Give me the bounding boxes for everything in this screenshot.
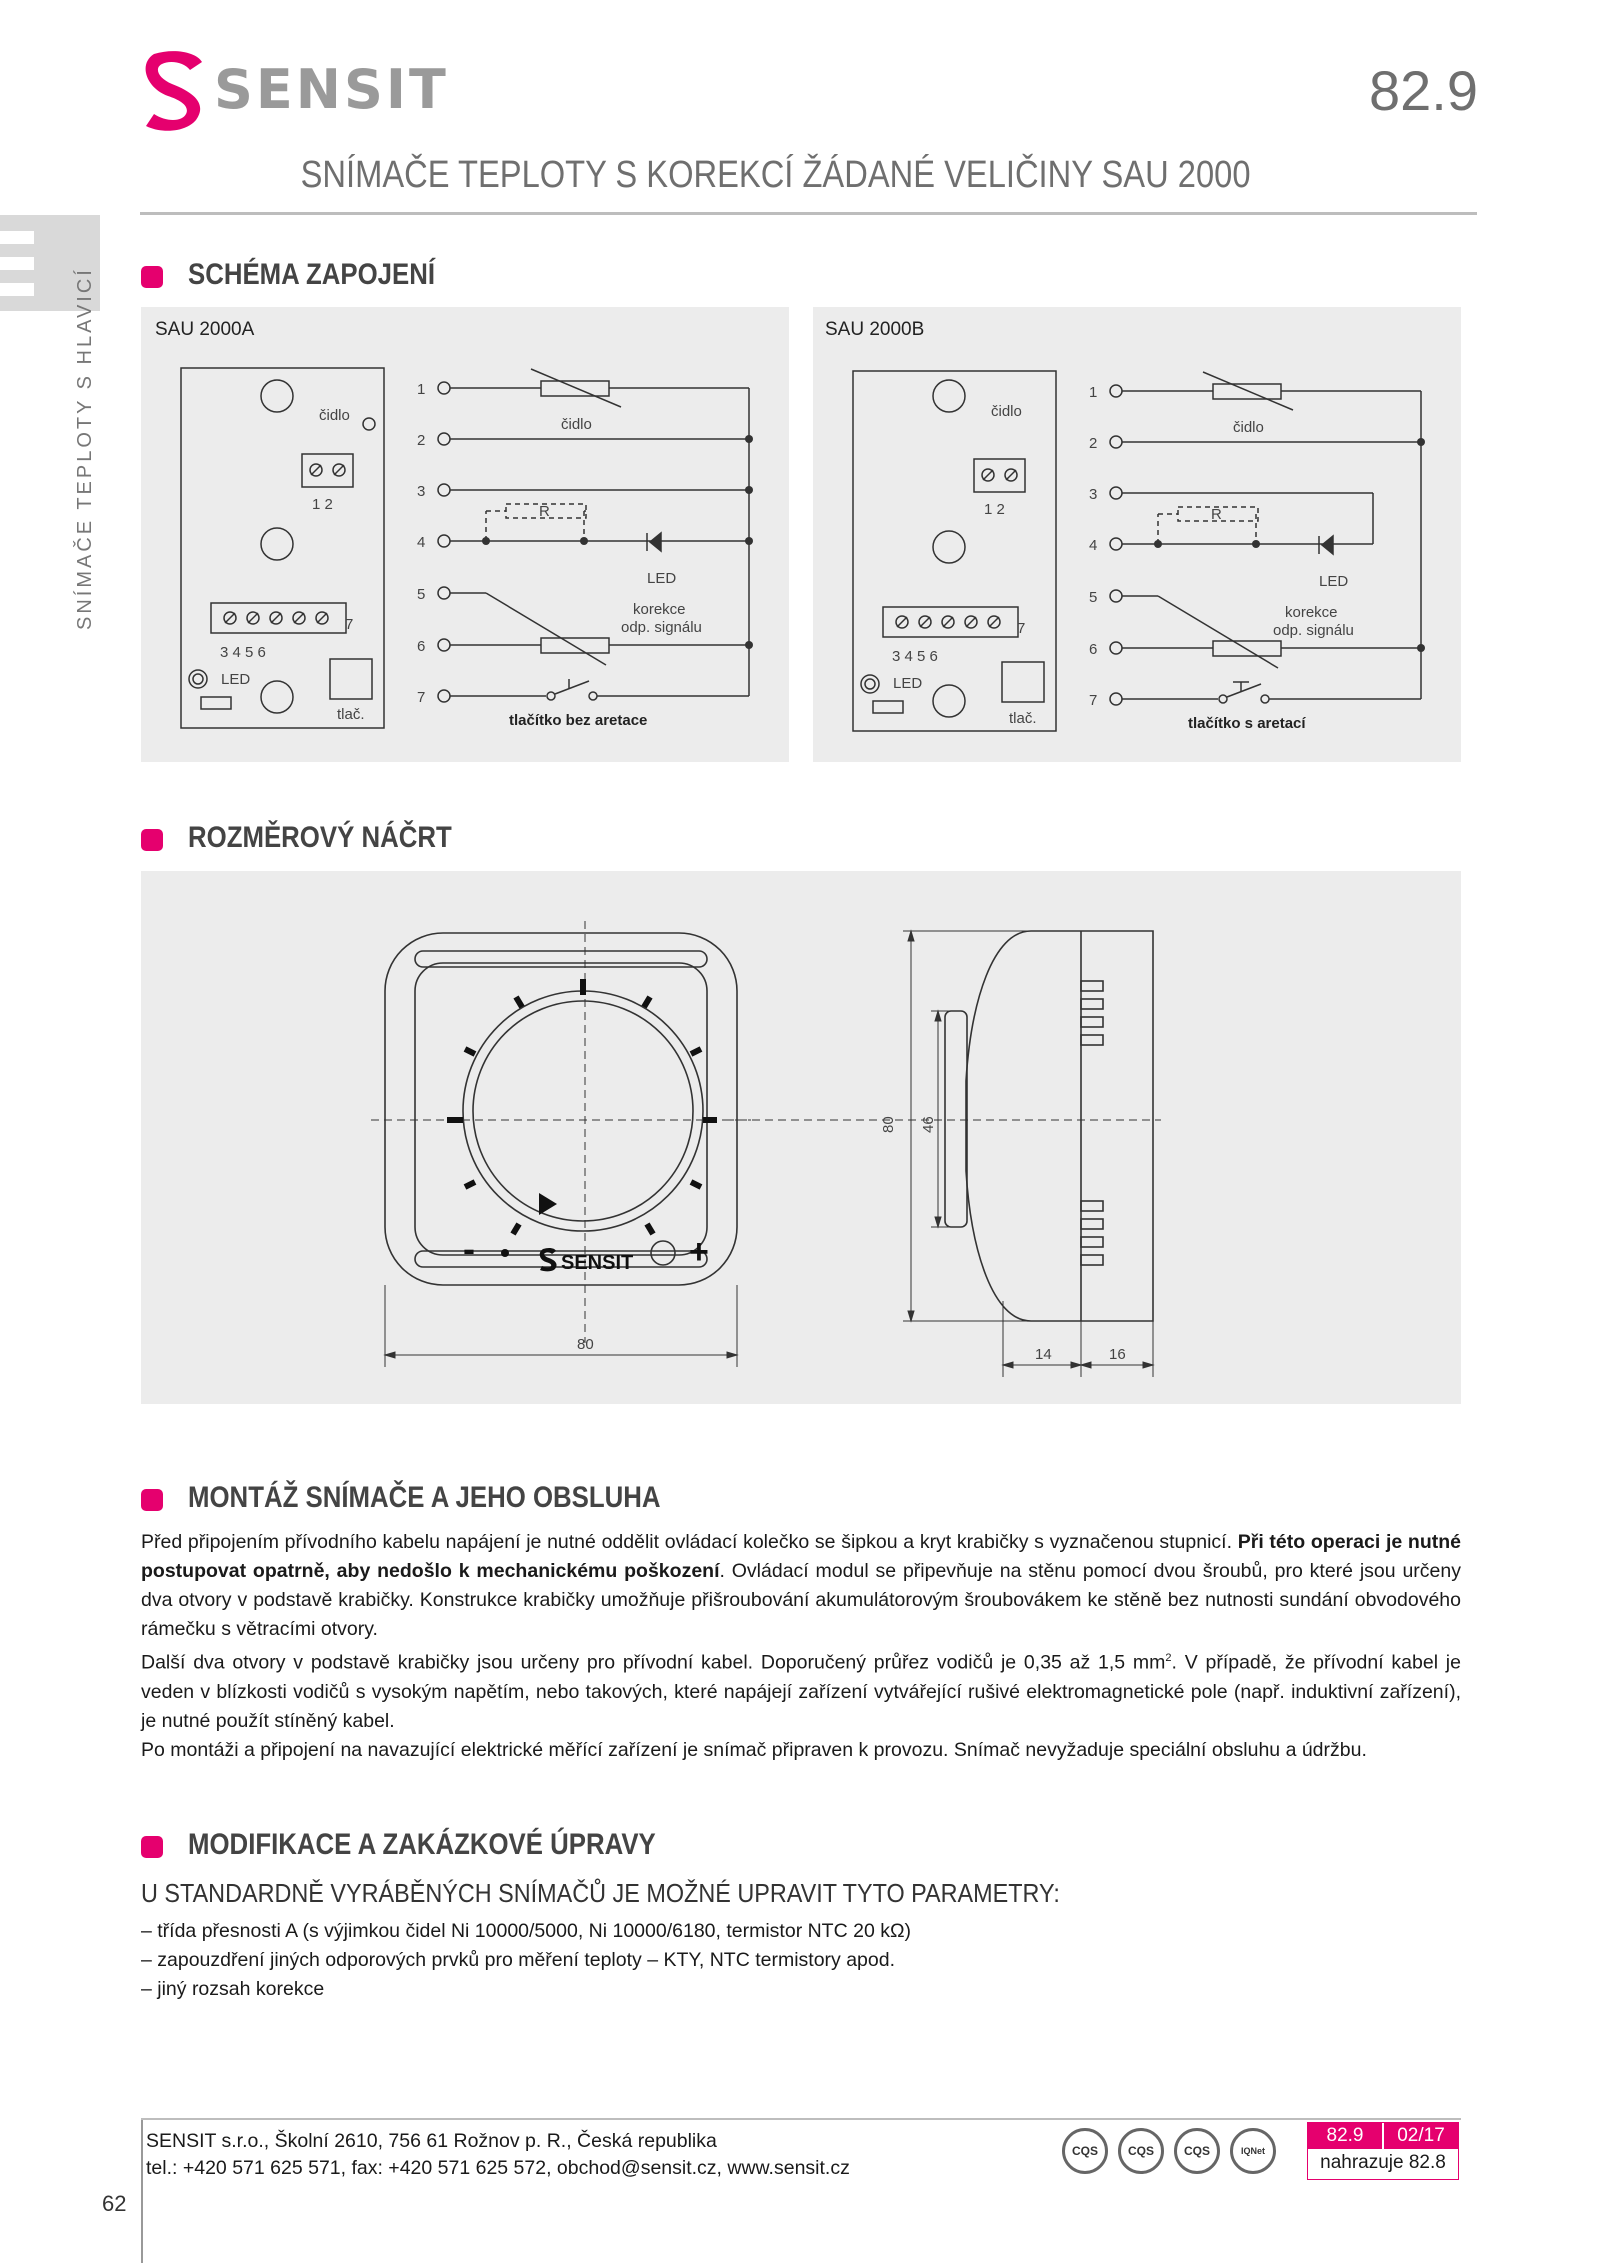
plus-label: + — [689, 1233, 709, 1271]
arrow-pointer-icon — [539, 1193, 557, 1215]
certifications — [1062, 2128, 1276, 2174]
svg-text:7: 7 — [417, 689, 426, 706]
svg-text:2: 2 — [1089, 435, 1098, 452]
correction-label-2: odp. signálu — [1273, 622, 1354, 639]
wiring-panel-a — [141, 307, 789, 762]
board-led-label: LED — [893, 675, 923, 692]
brand-name: SENSIT — [214, 58, 449, 121]
mounting-text — [141, 1528, 1461, 1765]
wiring-panel-b — [813, 307, 1461, 762]
terminal-12-label: 1 2 — [984, 501, 1005, 518]
document-title: SNÍMAČE TEPLOTY S KOREKCÍ ŽÁDANÉ VELIČINY SAU 2000 — [300, 154, 1250, 196]
board-button-label: tlač. — [337, 706, 365, 723]
iqnet-cert-icon: IQNet — [1230, 2128, 1276, 2174]
board-sensor-label: čidlo — [319, 407, 350, 424]
section-heading-wiring: SCHÉMA ZAPOJENÍ — [188, 258, 436, 291]
section-heading-mounting: MONTÁŽ SNÍMAČE A JEHO OBSLUHA — [188, 1481, 661, 1514]
wiring-diagram-b — [813, 307, 1461, 762]
board-button-label: tlač. — [1009, 710, 1037, 727]
svg-text:4: 4 — [417, 534, 426, 551]
mounting-paragraph-3: Po montáži a připojení na navazující elektrické měřící zařízení je snímač připraven k provozu. Snímač nevyžaduje speciální obsluhu a údržbu. — [141, 1738, 1367, 1761]
svg-text:6: 6 — [1089, 641, 1098, 658]
section-bullet — [141, 829, 163, 851]
led-label: LED — [1319, 573, 1349, 590]
list-item: – jiný rozsah korekce — [141, 1978, 325, 2000]
mounting-paragraph-2: Další dva otvory v podstavě krabičky jsou určeny pro přívodní kabel. Doporučený průřez vodičů je 0,35 až 1,5 $mm^2$. V případě, že přívodní kabel je veden v blízkosti vodičů s vysokým napětím, nebo takových, které napájejí zařízení vytvářející rušivé elektromagnetické pole (např. induktivní zařízení), je nutné použít stíněný kabel. — [141, 1651, 1461, 1732]
height-dimension: 80 — [880, 1116, 897, 1133]
side-label: SNÍMAČE TEPLOTY S HLAVICÍ — [74, 267, 96, 630]
dimension-panel — [141, 871, 1461, 1404]
footer-vertical-rule — [141, 2120, 143, 2263]
cqs-cert-icon: CQS — [1062, 2128, 1108, 2174]
svg-text:4: 4 — [1089, 537, 1098, 554]
switch-caption: tlačítko s aretací — [1188, 715, 1306, 732]
svg-text:2: 2 — [417, 432, 426, 449]
wiring-diagram-a — [141, 307, 789, 762]
depth-dimension-1: 14 — [1035, 1346, 1052, 1363]
terminal-3456-label: 3 4 5 6 — [220, 644, 266, 661]
svg-text:7: 7 — [1089, 692, 1098, 709]
svg-text:1: 1 — [1089, 384, 1098, 401]
section-bullet — [141, 1489, 163, 1511]
terminal-7-label: 7 — [1017, 620, 1026, 637]
company-contact: tel.: +420 571 625 571, fax: +420 571 625 572, obchod@sensit.cz, www.sensit.cz — [146, 2157, 850, 2179]
section-heading-dimensions: ROZMĚROVÝ NÁČRT — [188, 821, 452, 854]
header-rule — [140, 212, 1477, 215]
wiring-b-title: SAU 2000B — [825, 319, 925, 340]
svg-text:5: 5 — [417, 586, 426, 603]
front-logo-icon — [540, 1248, 557, 1271]
correction-label-1: korekce — [1285, 604, 1338, 621]
svg-text:1: 1 — [417, 381, 426, 398]
svg-text:5: 5 — [1089, 589, 1098, 606]
footer-address — [146, 2128, 850, 2182]
front-logo-text: SENSIT — [561, 1252, 634, 1274]
svg-text:3: 3 — [1089, 486, 1098, 503]
inner-dimension: 46 — [920, 1116, 937, 1133]
section-bullet — [141, 1836, 163, 1858]
resistor-label: R — [539, 503, 550, 520]
board-led-label: LED — [221, 671, 251, 688]
correction-label-1: korekce — [633, 601, 686, 618]
mounting-paragraph-1: Před připojením přívodního kabelu napájení je nutné oddělit ovládací kolečko se šipkou a kryt krabičky s vyznačenou stupnicí. Při této operaci je nutné postupovat opatrně, aby nedošlo k mechanickému poškození. Ovládací modul se připevňuje na stěnu pomocí dvou šroubů, pro které jsou určeny dva otvory v podstavě krabičky. Konstrukce krabičky umožňuje přišroubování akumulátorovým šroubovákem ke stěně bez nutnosti sundání obvodového rámečku s větracími otvory. — [141, 1531, 1461, 1640]
wire-sensor-label: čidlo — [1233, 419, 1264, 436]
wiring-a-title: SAU 2000A — [155, 319, 255, 340]
modifications-subheading: U STANDARDNĚ VYRÁBĚNÝCH SNÍMAČŮ JE MOŽNÉ UPRAVIT TYTO PARAMETRY: — [141, 1878, 1060, 1908]
list-item: – třída přesnosti A (s výjimkou čidel Ni 10000/5000, Ni 10000/6180, termistor NTC 20 kΩ) — [141, 1920, 912, 1942]
correction-label-2: odp. signálu — [621, 619, 702, 636]
minus-label: - — [463, 1228, 475, 1269]
list-item: – zapouzdření jiných odporových prvků pro měření teploty – KTY, NTC termistory apod. — [141, 1949, 895, 1971]
cqs-cert-icon: CQS — [1118, 2128, 1164, 2174]
dimension-drawing — [141, 871, 1461, 1404]
replaces-label: nahrazuje 82.8 — [1320, 2152, 1446, 2173]
revision-date: 02/17 — [1382, 2123, 1458, 2149]
cqs-cert-icon: CQS — [1174, 2128, 1220, 2174]
width-dimension: 80 — [577, 1336, 594, 1353]
company-address: SENSIT s.r.o., Školní 2610, 756 61 Rožnov p. R., Česká republika — [146, 2130, 717, 2152]
depth-dimension-2: 16 — [1109, 1346, 1126, 1363]
resistor-label: R — [1211, 506, 1222, 523]
led-label: LED — [647, 570, 677, 587]
revision-box — [1307, 2122, 1459, 2180]
wire-sensor-label: čidlo — [561, 416, 592, 433]
section-heading-modifications: MODIFIKACE A ZAKÁZKOVÉ ÚPRAVY — [188, 1828, 656, 1861]
switch-caption: tlačítko bez aretace — [509, 712, 648, 729]
board-sensor-label: čidlo — [991, 403, 1022, 420]
svg-text:6: 6 — [417, 638, 426, 655]
sensit-logo-icon — [140, 48, 212, 134]
svg-text:3: 3 — [417, 483, 426, 500]
section-bullet — [141, 266, 163, 288]
terminal-3456-label: 3 4 5 6 — [892, 648, 938, 665]
terminal-12-label: 1 2 — [312, 496, 333, 513]
terminal-7-label: 7 — [345, 616, 354, 633]
page-code: 82.9 — [1369, 59, 1478, 122]
modifications-list — [141, 1917, 1461, 2004]
footer-rule — [141, 2118, 1461, 2120]
page-number: 62 — [102, 2191, 127, 2216]
revision-code: 82.9 — [1308, 2123, 1382, 2149]
